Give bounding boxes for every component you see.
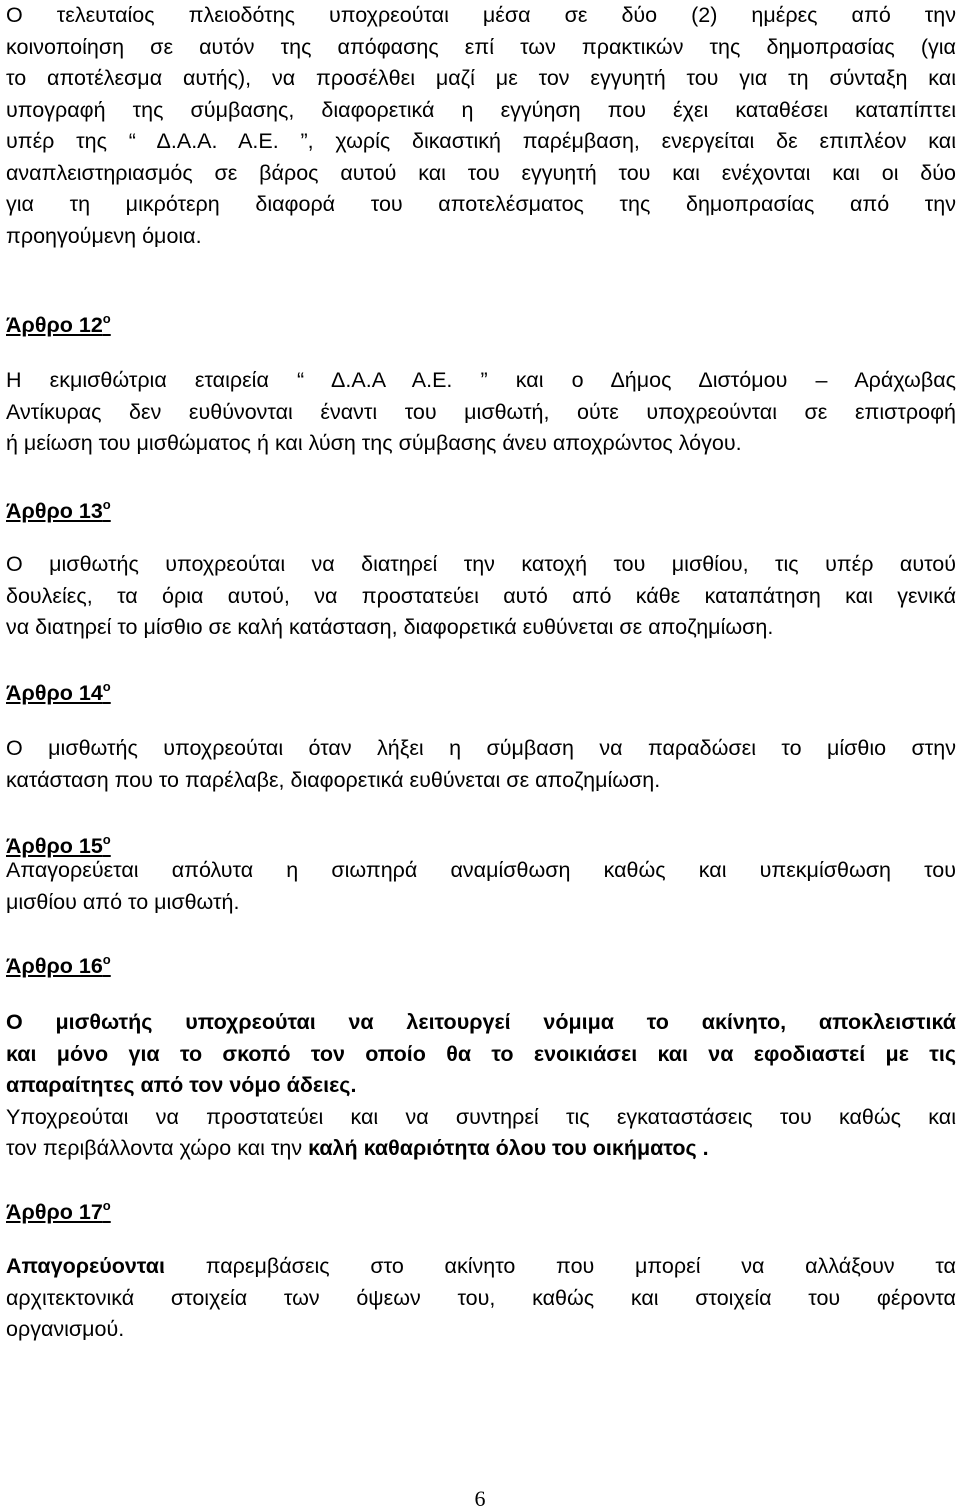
text-line: κοινοποίηση σε αυτόν της απόφασης επί των πρακτικών της δημοπρασίας (για bbox=[6, 34, 956, 59]
text-line: να διατηρεί το μίσθιο σε καλή κατάσταση, διαφορετικά ευθύνεται σε αποζημίωση. bbox=[6, 615, 774, 639]
article-17-heading: Άρθρο $17^o$ bbox=[6, 1198, 111, 1224]
article-16-body bbox=[6, 1007, 956, 1165]
article-13-heading: Άρθρο $13^o$ bbox=[6, 497, 111, 523]
article-12-heading: Άρθρο $12^o$ bbox=[6, 311, 111, 337]
text-line: αναπλειστηριασμός σε βάρος αυτού και του εγγυητή του και ενέχονται και οι δύο bbox=[6, 160, 956, 185]
text-line: μισθίου από το μισθωτή. bbox=[6, 889, 240, 914]
article-15-heading: Άρθρο $15^o$ bbox=[6, 832, 111, 858]
article-17-body bbox=[6, 1251, 956, 1346]
text-line: υπογραφή της σύμβασης, διαφορετικά η εγγύηση που έχει καταθέσει καταπίπτει bbox=[6, 97, 956, 122]
page-number: 6 bbox=[474, 1486, 486, 1511]
article-13-body bbox=[6, 549, 956, 644]
text-line: Η εκμισθώτρια εταιρεία “ Δ.Α.Α Α.Ε. ” και ο Δήμος Διστόμου – Αράχωβας bbox=[6, 368, 956, 392]
text-line: Ο μισθωτής υποχρεούται όταν λήξει η σύμβαση να παραδώσει το μίσθιο στην bbox=[6, 736, 956, 760]
article-14-body bbox=[6, 733, 956, 796]
text-line: Αντίκυρας δεν ευθύνονται έναντι του μισθωτή, ούτε υποχρεούνται σε επιστροφή bbox=[6, 399, 956, 424]
paragraph-auction-obligation bbox=[6, 0, 956, 252]
text-line-bold: Ο μισθωτής υποχρεούται να λειτουργεί νόμιμα το ακίνητο, αποκλειστικά bbox=[6, 1010, 956, 1034]
article-16-heading: Άρθρο $16^o$ bbox=[6, 952, 111, 978]
text-line: Ο μισθωτής υποχρεούται να διατηρεί την κατοχή του μισθίου, τις υπέρ αυτού bbox=[6, 552, 956, 576]
text-line: το αποτέλεσμα αυτής), να προσέλθει μαζί με τον εγγυητή του για τη σύνταξη και bbox=[6, 66, 956, 90]
text-line-mixed: Απαγορεύονται παρεμβάσεις στο ακίνητο που μπορεί να αλλάξουν τα bbox=[6, 1254, 956, 1278]
text-line-mixed: τον περιβάλλοντα χώρο και την καλή καθαριότητα όλου του οικήματος . bbox=[6, 1136, 709, 1160]
text-line-bold: απαραίτητες από τον νόμο άδειες. bbox=[6, 1073, 357, 1097]
text-line: οργανισμού. bbox=[6, 1317, 125, 1341]
text-line: ή μείωση του μισθώματος ή και λύση της σύμβασης άνευ αποχρώντος λόγου. bbox=[6, 431, 742, 455]
text-line: δουλείες, τα όρια αυτού, να προστατεύει αυτό από κάθε καταπάτηση και γενικά bbox=[6, 583, 956, 608]
text-line-bold: και μόνο για το σκοπό τον οποίο θα το ενοικιάσει και να εφοδιαστεί με τις bbox=[6, 1041, 956, 1066]
article-14-heading: Άρθρο $14^o$ bbox=[6, 679, 111, 705]
text-line: Υποχρεούται να προστατεύει και να συντηρεί τις εγκαταστάσεις του καθώς και bbox=[6, 1104, 956, 1129]
article-15-body bbox=[6, 855, 956, 918]
text-line: για τη μικρότερη διαφορά του αποτελέσματος της δημοπρασίας από την bbox=[6, 192, 956, 216]
text-line: προηγούμενη όμοια. bbox=[6, 223, 202, 248]
text-line: Απαγορεύεται απόλυτα η σιωπηρά αναμίσθωση καθώς και υπεκμίσθωση του bbox=[6, 858, 956, 882]
text-line: κατάσταση που το παρέλαβε, διαφορετικά ευθύνεται σε αποζημίωση. bbox=[6, 767, 661, 792]
article-12-body bbox=[6, 365, 956, 460]
text-line: αρχιτεκτονικά στοιχεία των όψεων του, καθώς και στοιχεία του φέροντα bbox=[6, 1285, 956, 1310]
text-line: Ο τελευταίος πλειοδότης υποχρεούται μέσα σε δύο (2) ημέρες από την bbox=[6, 3, 956, 27]
text-line: υπέρ της “ Δ.Α.Α. Α.Ε. ”, χωρίς δικαστική παρέμβαση, ενεργείται δε επιπλέον και bbox=[6, 129, 956, 153]
